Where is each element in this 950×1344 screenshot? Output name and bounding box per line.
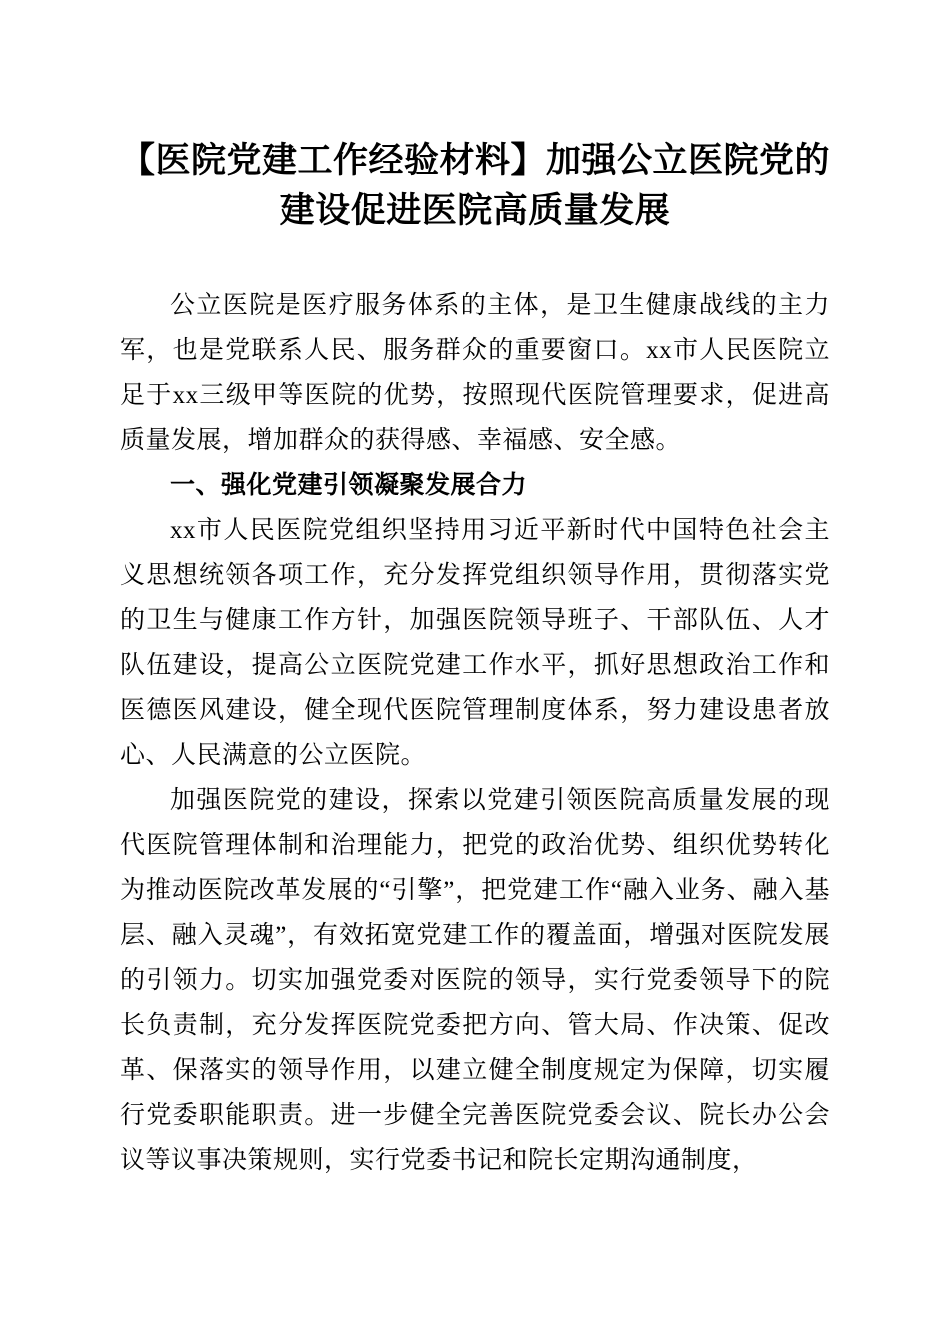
document-body — [120, 283, 830, 1183]
section-heading: 一、强化党建引领凝聚发展合力 — [170, 471, 528, 500]
body-paragraph: xx市人民医院党组织坚持用习近平新时代中国特色社会主义思想统领各项工作，充分发挥党组织领导作用，贯彻落实党的卫生与健康工作方针，加强医院领导班子、干部队伍、人才队伍建设，提高公立医院党建工作水平，抓好思想政治工作和医德医风建设，健全现代医院管理制度体系，努力建设患者放心、人民满意的公立医院。 — [120, 517, 830, 770]
document-title: 【医院党建工作经验材料】加强公立医院党的建设促进医院高质量发展 — [120, 141, 831, 230]
body-paragraph: 加强医院党的建设，探索以党建引领医院高质量发展的现代医院管理体制和治理能力，把党的政治优势、组织优势转化为推动医院改革发展的“引擎”，把党建工作“融入业务、融入基层、融入灵魂”，有效拓宽党建工作的覆盖面，增强对医院发展的引领力。切实加强党委对医院的领导，实行党委领导下的院长负责制，充分发挥医院党委把方向、管大局、作决策、促改革、保落实的领导作用，以建立健全制度规定为保障，切实履行党委职能职责。进一步健全完善医院党委会议、院长办公会议等议事决策规则，实行党委书记和院长定期沟通制度， — [120, 787, 830, 1175]
body-paragraph: 公立医院是医疗服务体系的主体，是卫生健康战线的主力军，也是党联系人民、服务群众的重要窗口。xx市人民医院立足于xx三级甲等医院的优势，按照现代医院管理要求，促进高质量发展，增加群众的获得感、幸福感、安全感。 — [120, 292, 830, 455]
